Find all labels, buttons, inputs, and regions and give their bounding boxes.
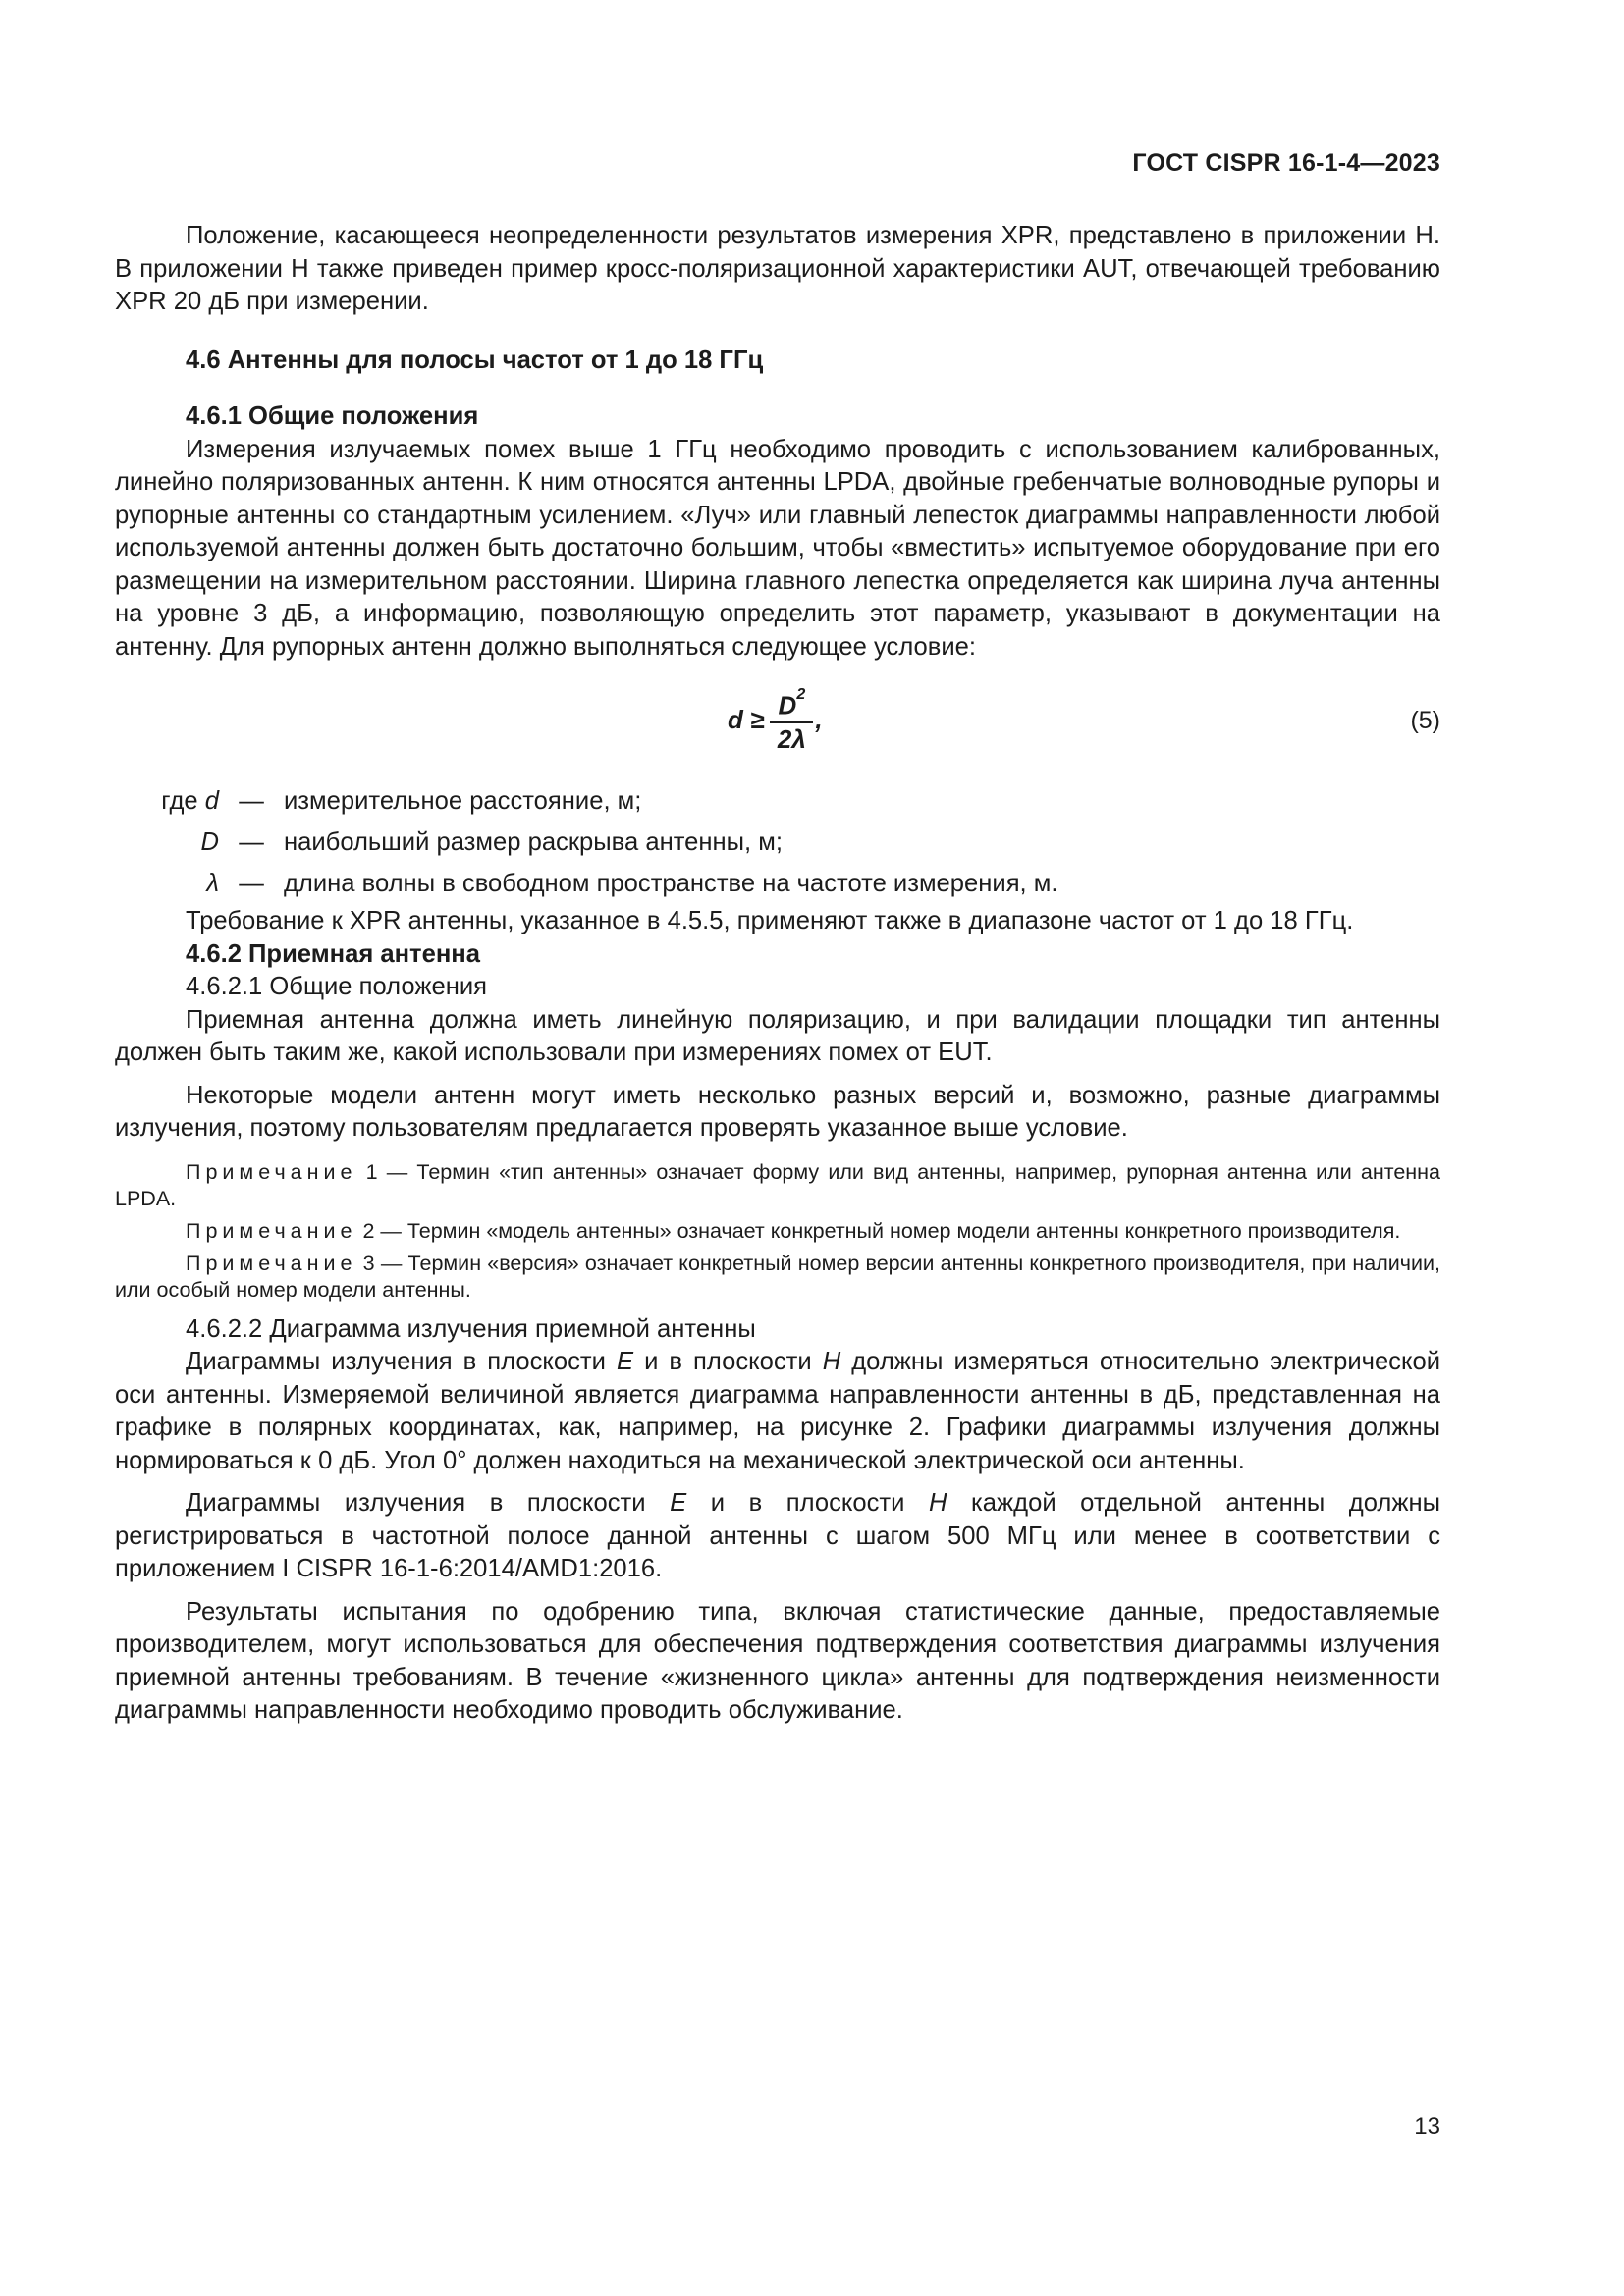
heading-4-6-2: 4.6.2 Приемная антенна [186,939,480,968]
notes-block [115,1159,1440,1304]
paragraph-4-6-2-2-c: Результаты испытания по одобрению типа, включая статистические данные, предоставляемые производителем, могут использоваться для обеспечения подтверждения соответствия диаграммы излучения приемной антенны требованиям. В течение «жизненного цикла» антенны для подтверждения неизменности диаграммы направленности необходимо проводить обслуживание. [115,1597,1440,1724]
paragraph-4-6-2-1-a: Приемная антенна должна иметь линейную поляризацию, и при валидации площадки тип антенны должен быть таким же, какой использовали при измерениях помех от EUT. [115,1005,1440,1066]
heading-4-6-2-2: 4.6.2.2 Диаграмма излучения приемной антенны [186,1314,756,1343]
symbol-definitions [115,781,1440,905]
formula-numerator [775,687,810,721]
definition-text: наибольший размер раскрыва антенны, м; [284,828,783,857]
paragraph-4-6-2-1-b: Некоторые модели антенн могут иметь несколько разных версий и, возможно, разные диаграммы излучения, поэтому пользователям предлагается проверять указанное выше условие. [115,1081,1440,1142]
text-run: Диаграммы излучения в плоскости [186,1348,617,1375]
paragraph-4-6-1: Измерения излучаемых помех выше 1 ГГц необходимо проводить с использованием калиброванных, линейно поляризованных антенн. К ним относятся антенны LPDA, двойные гребенчатые волноводные рупоры и рупорные антенны со стандартным усилением. «Луч» или главный лепесток диаграммы направленности любой используемой антенны должен быть достаточно большим, чтобы «вместить» испытуемое оборудование при его размещении на измерительном расстоянии. Ширина главного лепестка определяется как ширина луча антенны на уровне 3 дБ, а информацию, позволяющую определить этот параметр, указывают в документации на антенну. Для рупорных антенн должно выполняться следующее условие: [115,435,1440,661]
xpr-requirement: Требование к XPR антенны, указанное в 4.5.5, применяют также в диапазоне частот от 1 до 18 ГГц. [186,907,1354,934]
definition-text: длина волны в свободном пространстве на частоте измерения, м. [284,870,1058,898]
note-label: Примечание [186,1159,357,1184]
running-header: ГОСТ CISPR 16-1-4—2023 [1132,149,1440,177]
formula-numerator-exponent: 2 [796,686,806,703]
definition-row [115,823,1440,864]
definition-dash: — [239,787,264,816]
note-text: 3 — Термин «версия» означает конкретный номер версии антенны конкретного производителя, при наличии, или особый номер модели антенны. [115,1251,1440,1302]
definition-label [115,827,219,860]
text-run: и в плоскости [686,1489,929,1517]
heading-4-6-2-1: 4.6.2.1 Общие положения [186,973,487,1000]
note-item [115,1218,1440,1245]
definition-symbol: λ [206,870,219,898]
formula-number: (5) [1410,707,1440,734]
note-text: 1 — Термин «тип антенны» означает форму или вид антенны, например, рупорная антенна или антенна LPDA. [115,1159,1440,1210]
definition-symbol: D [200,828,219,857]
where-prefix: где [161,787,198,816]
definition-dash: — [239,870,264,898]
heading-4-6: 4.6 Антенны для полосы частот от 1 до 18 ГГц [186,346,764,374]
note-item [115,1159,1440,1212]
paragraph-4-6-2-2-b [115,1487,1440,1586]
note-label: Примечание [186,1251,357,1275]
plane-e-symbol: E [616,1348,634,1375]
text-run: и в плоскости [633,1348,823,1375]
text-run: Диаграммы излучения в плоскости [186,1489,671,1517]
formula-denominator: 2λ [777,723,806,754]
definition-label [115,785,219,819]
plane-h-symbol: H [822,1348,841,1375]
page-number: 13 [1414,2113,1440,2140]
definition-dash: — [239,828,264,857]
definition-row [115,864,1440,905]
formula-expression [728,687,823,753]
definition-label [115,868,219,901]
formula-lhs: d ≥ [728,704,765,734]
paragraph-4-6-2-2-a [115,1346,1440,1477]
definition-text: измерительное расстояние, м; [284,787,642,816]
heading-4-6-1: 4.6.1 Общие положения [186,402,479,430]
text-run: каждой отдельной антенны должны регистрироваться в частотной полосе данной антенны с шагом 500 МГц или менее в соответствии с приложением I CISPR 16-1-6:2014/AMD1:2016. [115,1489,1440,1582]
plane-e-symbol: E [670,1489,687,1517]
definition-symbol: d [204,787,219,816]
note-text: 2 — Термин «модель антенны» означает конкретный номер модели антенны конкретного производителя. [362,1218,1401,1243]
page-body [115,220,1440,1728]
note-item [115,1251,1440,1304]
definition-row [115,781,1440,823]
intro-paragraph: Положение, касающееся неопределенности результатов измерения XPR, представлено в приложении Н. В приложении Н также приведен пример кросс-поляризационной характеристики AUT, отвечающей требованию XPR 20 дБ при измерении. [115,222,1440,315]
formula-fraction [770,687,813,753]
text-run: должны измеряться относительно электрической оси антенны. Измеряемой величиной является диаграмма направленности антенны в дБ, представленная на графике в полярных координатах, как, например, на рисунке 2. Графики диаграммы излучения должны нормироваться к 0 дБ. Угол 0° должен находиться на механической электрической оси антенны. [115,1348,1440,1474]
formula-5 [115,677,1440,772]
plane-h-symbol: H [928,1489,947,1517]
formula-numerator-symbol: D [778,690,797,721]
note-label: Примечание [186,1218,357,1243]
formula-trailing-comma: , [815,704,823,734]
